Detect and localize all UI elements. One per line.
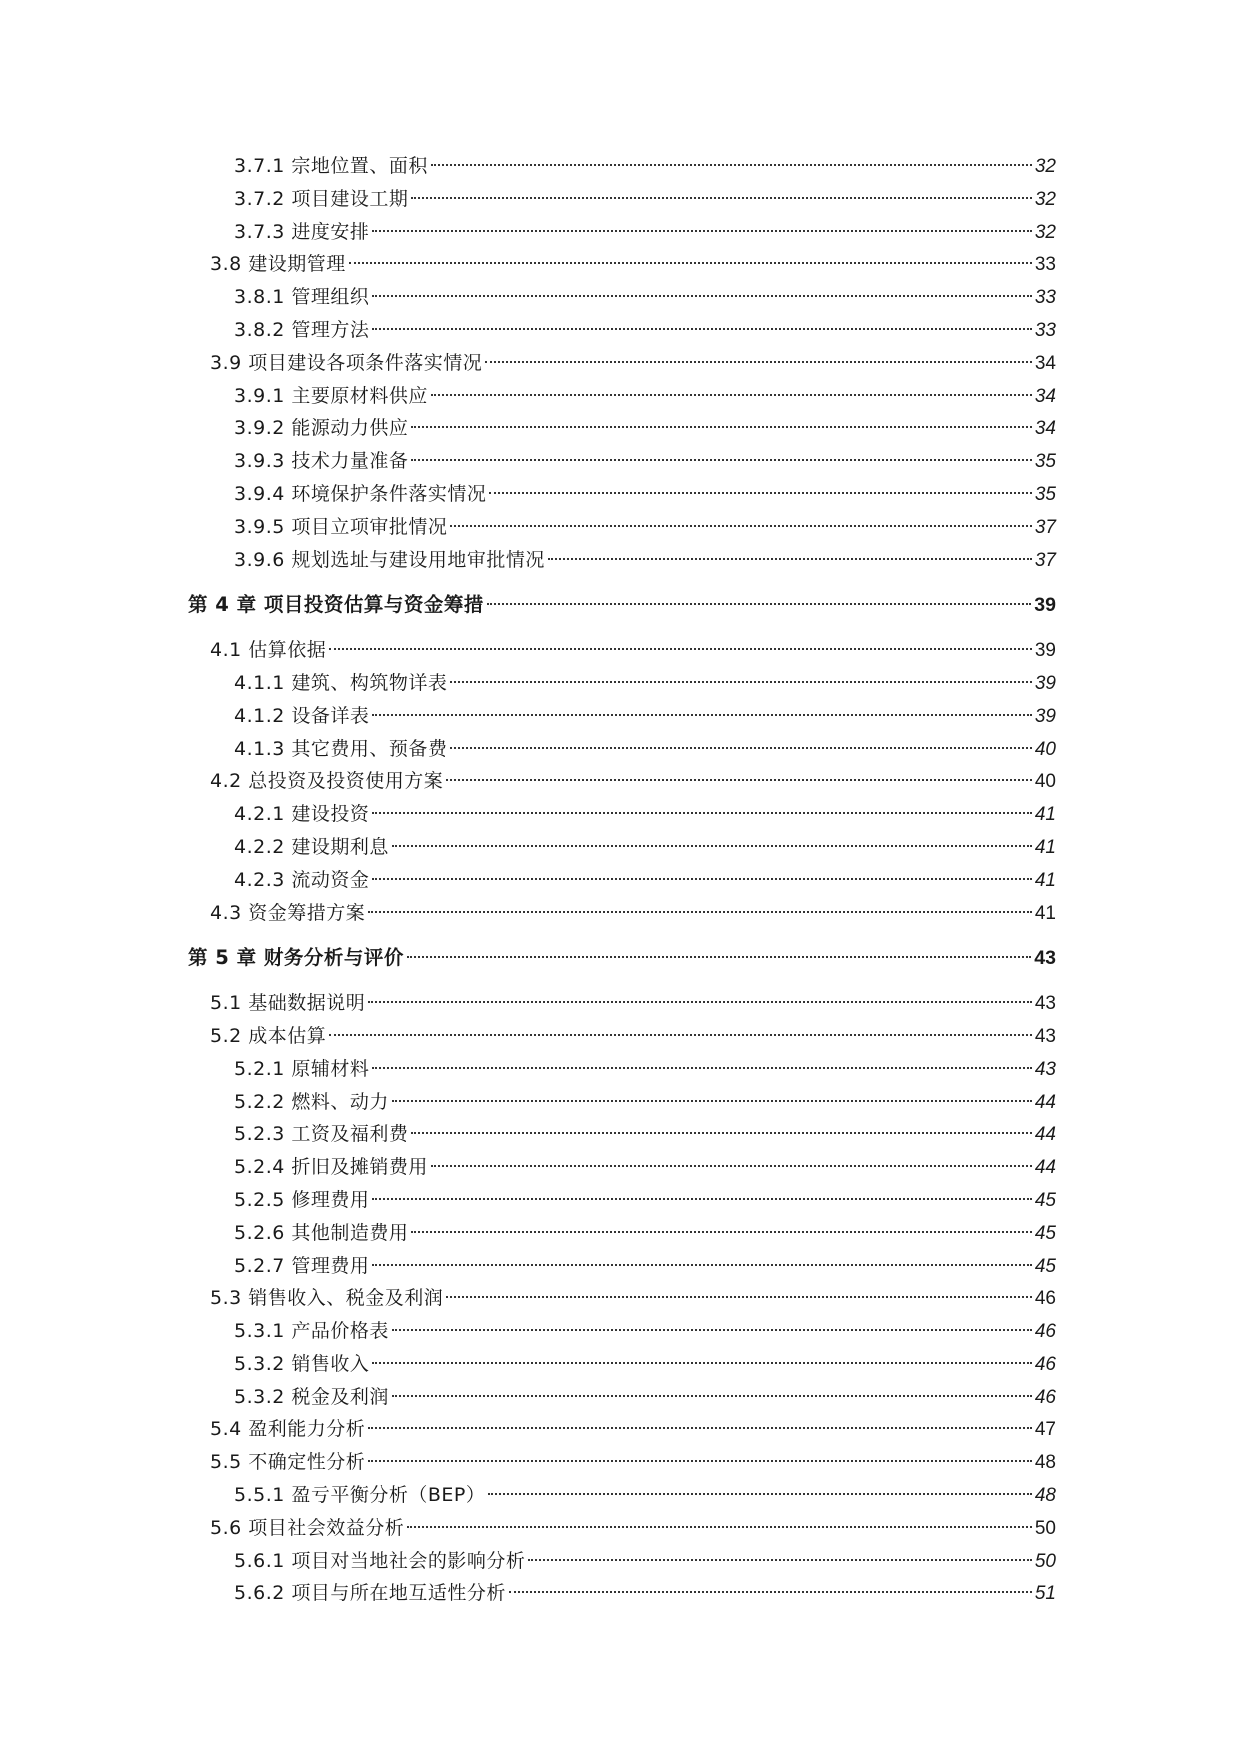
toc-entry-label: 5.2.4 折旧及摊销费用 bbox=[234, 1156, 428, 1179]
toc-entry-page-number: 46 bbox=[1034, 1386, 1056, 1408]
dot-leader bbox=[372, 230, 1031, 232]
toc-entry[interactable] bbox=[188, 765, 1056, 798]
dot-leader bbox=[372, 878, 1031, 880]
toc-entry-page-number: 47 bbox=[1034, 1419, 1056, 1441]
dot-leader bbox=[450, 681, 1031, 683]
toc-entry-page-number: 41 bbox=[1034, 804, 1056, 826]
toc-entry-page-number: 39 bbox=[1034, 705, 1056, 727]
dot-leader bbox=[372, 1264, 1031, 1266]
toc-entry-page-number: 37 bbox=[1034, 516, 1056, 538]
toc-entry-page-number: 50 bbox=[1034, 1517, 1056, 1539]
dot-leader bbox=[392, 1100, 1032, 1102]
toc-entry-label: 3.8 建设期管理 bbox=[210, 253, 346, 276]
dot-leader bbox=[372, 1067, 1031, 1069]
dot-leader bbox=[368, 1001, 1032, 1003]
dot-leader bbox=[431, 164, 1032, 166]
toc-entry-label: 4.2.3 流动资金 bbox=[234, 868, 370, 891]
toc-entry-page-number: 48 bbox=[1034, 1485, 1056, 1507]
toc-entry-page-number: 35 bbox=[1034, 483, 1056, 505]
dot-leader bbox=[372, 714, 1031, 716]
dot-leader bbox=[431, 394, 1032, 396]
toc-entry-label: 4.1 估算依据 bbox=[210, 639, 327, 662]
toc-entry[interactable] bbox=[188, 1217, 1056, 1250]
toc-entry[interactable] bbox=[188, 1250, 1056, 1283]
dot-leader bbox=[372, 295, 1031, 297]
toc-entry[interactable] bbox=[188, 380, 1056, 413]
dot-leader bbox=[489, 492, 1031, 494]
toc-entry-page-number: 35 bbox=[1034, 451, 1056, 473]
toc-entry-page-number: 44 bbox=[1034, 1124, 1056, 1146]
toc-entry-page-number: 48 bbox=[1034, 1452, 1056, 1474]
toc-entry[interactable] bbox=[188, 1020, 1056, 1053]
toc-entry-page-number: 43 bbox=[1034, 947, 1056, 970]
dot-leader bbox=[509, 1591, 1032, 1593]
toc-entry-label: 5.3.2 税金及利润 bbox=[234, 1385, 389, 1408]
toc-entry[interactable] bbox=[188, 1086, 1056, 1119]
dot-leader bbox=[372, 812, 1031, 814]
toc-entry-label: 3.8.2 管理方法 bbox=[234, 318, 370, 341]
dot-leader bbox=[407, 1526, 1032, 1528]
dot-leader bbox=[392, 1329, 1032, 1331]
toc-entry-page-number: 33 bbox=[1034, 254, 1056, 276]
toc-entry-label: 3.9.5 项目立项审批情况 bbox=[234, 515, 448, 538]
toc-entry-label: 3.9.6 规划选址与建设用地审批情况 bbox=[234, 548, 545, 571]
toc-entry-label: 4.1.3 其它费用、预备费 bbox=[234, 737, 448, 760]
dot-leader bbox=[329, 1034, 1032, 1036]
toc-entry-label: 5.3.2 销售收入 bbox=[234, 1352, 370, 1375]
dot-leader bbox=[485, 361, 1032, 363]
toc-entry-label: 3.9.3 技术力量准备 bbox=[234, 450, 409, 473]
toc-entry[interactable] bbox=[188, 987, 1056, 1020]
toc-entry-page-number: 44 bbox=[1034, 1091, 1056, 1113]
dot-leader bbox=[349, 262, 1032, 264]
toc-entry-label: 3.8.1 管理组织 bbox=[234, 286, 370, 309]
toc-entry-page-number: 51 bbox=[1034, 1583, 1056, 1605]
toc-entry-label: 3.9 项目建设各项条件落实情况 bbox=[210, 351, 483, 374]
toc-entry[interactable] bbox=[188, 864, 1056, 897]
table-of-contents bbox=[188, 150, 1056, 1610]
toc-entry[interactable] bbox=[188, 1446, 1056, 1479]
dot-leader bbox=[368, 911, 1032, 913]
toc-entry-label: 5.2.7 管理费用 bbox=[234, 1254, 370, 1277]
toc-chapter-entry[interactable] bbox=[188, 589, 1056, 622]
dot-leader bbox=[372, 1198, 1031, 1200]
toc-entry[interactable] bbox=[188, 183, 1056, 216]
toc-entry[interactable] bbox=[188, 511, 1056, 544]
toc-entry[interactable] bbox=[188, 412, 1056, 445]
dot-leader bbox=[411, 1231, 1031, 1233]
toc-entry-label: 3.7.3 进度安排 bbox=[234, 220, 370, 243]
toc-entry[interactable] bbox=[188, 281, 1056, 314]
toc-entry[interactable] bbox=[188, 1315, 1056, 1348]
toc-entry-page-number: 41 bbox=[1034, 836, 1056, 858]
dot-leader bbox=[488, 1493, 1031, 1495]
toc-entry-label: 5.2.3 工资及福利费 bbox=[234, 1123, 409, 1146]
toc-entry-label: 5.6 项目社会效益分析 bbox=[210, 1516, 405, 1539]
toc-entry-label: 5.1 基础数据说明 bbox=[210, 992, 366, 1015]
toc-entry-label: 4.2.1 建设投资 bbox=[234, 803, 370, 826]
toc-entry[interactable] bbox=[188, 831, 1056, 864]
toc-entry-label: 3.9.2 能源动力供应 bbox=[234, 417, 409, 440]
toc-entry-label: 5.2.6 其他制造费用 bbox=[234, 1221, 409, 1244]
toc-entry-label: 4.2.2 建设期利息 bbox=[234, 835, 389, 858]
toc-entry-label: 5.3.1 产品价格表 bbox=[234, 1320, 389, 1343]
toc-entry[interactable] bbox=[188, 700, 1056, 733]
dot-leader bbox=[372, 328, 1031, 330]
toc-entry-page-number: 45 bbox=[1034, 1222, 1056, 1244]
toc-entry[interactable] bbox=[188, 1282, 1056, 1315]
toc-entry-label: 5.5 不确定性分析 bbox=[210, 1451, 366, 1474]
toc-entry-page-number: 41 bbox=[1034, 869, 1056, 891]
toc-entry[interactable] bbox=[188, 314, 1056, 347]
toc-entry[interactable] bbox=[188, 216, 1056, 249]
dot-leader bbox=[372, 1362, 1031, 1364]
toc-entry-label: 3.7.1 宗地位置、面积 bbox=[234, 155, 428, 177]
toc-entry-label: 3.9.1 主要原材料供应 bbox=[234, 384, 428, 407]
dot-leader bbox=[368, 1460, 1032, 1462]
toc-entry-label: 5.3 销售收入、税金及利润 bbox=[210, 1287, 444, 1310]
toc-entry[interactable] bbox=[188, 445, 1056, 478]
toc-entry-page-number: 39 bbox=[1034, 672, 1056, 694]
toc-entry-label: 5.2.2 燃料、动力 bbox=[234, 1090, 389, 1113]
toc-entry[interactable] bbox=[188, 1545, 1056, 1578]
toc-entry-label: 4.3 资金筹措方案 bbox=[210, 901, 366, 924]
toc-entry[interactable] bbox=[188, 1413, 1056, 1446]
toc-entry-label: 4.1.2 设备详表 bbox=[234, 704, 370, 727]
dot-leader bbox=[431, 1165, 1032, 1167]
toc-entry-page-number: 43 bbox=[1034, 993, 1056, 1015]
dot-leader bbox=[407, 956, 1031, 958]
toc-entry-label: 5.2.5 修理费用 bbox=[234, 1188, 370, 1211]
toc-entry-page-number: 39 bbox=[1034, 640, 1056, 662]
toc-entry-page-number: 40 bbox=[1034, 771, 1056, 793]
toc-entry[interactable] bbox=[188, 1184, 1056, 1217]
toc-entry-label: 5.6.2 项目与所在地互适性分析 bbox=[234, 1582, 506, 1605]
dot-leader bbox=[450, 525, 1031, 527]
toc-entry[interactable] bbox=[188, 248, 1056, 281]
toc-entry-label: 5.2.1 原辅材料 bbox=[234, 1057, 370, 1080]
toc-entry[interactable] bbox=[188, 733, 1056, 766]
toc-entry-label: 5.2 成本估算 bbox=[210, 1024, 327, 1047]
toc-entry-page-number: 43 bbox=[1034, 1025, 1056, 1047]
toc-entry-page-number: 37 bbox=[1034, 549, 1056, 571]
dot-leader bbox=[411, 1132, 1031, 1134]
toc-entry[interactable] bbox=[188, 150, 1056, 183]
toc-entry-page-number: 46 bbox=[1034, 1353, 1056, 1375]
toc-entry-page-number: 32 bbox=[1034, 188, 1056, 210]
toc-entry-page-number: 44 bbox=[1034, 1157, 1056, 1179]
toc-entry[interactable] bbox=[188, 667, 1056, 700]
toc-entry-page-number: 33 bbox=[1034, 287, 1056, 309]
toc-entry-page-number: 34 bbox=[1034, 385, 1056, 407]
toc-entry[interactable] bbox=[188, 1479, 1056, 1512]
toc-entry[interactable] bbox=[188, 897, 1056, 930]
dot-leader bbox=[329, 648, 1032, 650]
toc-entry[interactable] bbox=[188, 544, 1056, 577]
toc-entry-label: 3.9.4 环境保护条件落实情况 bbox=[234, 482, 487, 505]
toc-entry[interactable] bbox=[188, 798, 1056, 831]
toc-entry-page-number: 43 bbox=[1034, 1058, 1056, 1080]
toc-entry[interactable] bbox=[188, 1348, 1056, 1381]
dot-leader bbox=[411, 197, 1031, 199]
toc-entry[interactable] bbox=[188, 1577, 1056, 1610]
dot-leader bbox=[392, 1395, 1032, 1397]
toc-entry-page-number: 39 bbox=[1034, 594, 1056, 617]
toc-entry-page-number: 46 bbox=[1034, 1321, 1056, 1343]
toc-entry-page-number: 34 bbox=[1034, 418, 1056, 440]
toc-entry-label: 5.4 盈利能力分析 bbox=[210, 1418, 366, 1441]
dot-leader bbox=[528, 1559, 1031, 1561]
dot-leader bbox=[487, 603, 1031, 605]
dot-leader bbox=[368, 1427, 1032, 1429]
dot-leader bbox=[411, 426, 1031, 428]
dot-leader bbox=[411, 459, 1031, 461]
toc-entry-label: 5.5.1 盈亏平衡分析（BEP） bbox=[234, 1484, 486, 1507]
dot-leader bbox=[446, 1296, 1032, 1298]
toc-entry-label: 5.6.1 项目对当地社会的影响分析 bbox=[234, 1549, 526, 1572]
toc-entry[interactable] bbox=[188, 1053, 1056, 1086]
toc-entry-page-number: 41 bbox=[1034, 902, 1056, 924]
toc-entry-label: 4.2 总投资及投资使用方案 bbox=[210, 770, 444, 793]
toc-entry[interactable] bbox=[188, 1512, 1056, 1545]
toc-entry[interactable] bbox=[188, 1381, 1056, 1414]
toc-entry[interactable] bbox=[188, 1151, 1056, 1184]
toc-entry-label: 4.1.1 建筑、构筑物详表 bbox=[234, 671, 448, 694]
toc-entry-page-number: 33 bbox=[1034, 319, 1056, 341]
dot-leader bbox=[392, 845, 1032, 847]
toc-entry-label: 第 5 章 财务分析与评价 bbox=[188, 946, 404, 970]
dot-leader bbox=[450, 747, 1031, 749]
dot-leader bbox=[548, 558, 1032, 560]
toc-entry-page-number: 40 bbox=[1034, 738, 1056, 760]
toc-entry[interactable] bbox=[188, 634, 1056, 667]
toc-entry-page-number: 46 bbox=[1034, 1288, 1056, 1310]
toc-entry-label: 第 4 章 项目投资估算与资金筹措 bbox=[188, 593, 484, 617]
toc-entry[interactable] bbox=[188, 1118, 1056, 1151]
toc-entry-label: 3.7.2 项目建设工期 bbox=[234, 187, 409, 210]
toc-entry-page-number: 32 bbox=[1034, 221, 1056, 243]
dot-leader bbox=[446, 779, 1032, 781]
toc-entry[interactable] bbox=[188, 478, 1056, 511]
toc-entry-page-number: 45 bbox=[1034, 1189, 1056, 1211]
toc-entry-page-number: 32 bbox=[1034, 156, 1056, 177]
toc-chapter-entry[interactable] bbox=[188, 942, 1056, 975]
toc-entry[interactable] bbox=[188, 347, 1056, 380]
toc-entry-page-number: 34 bbox=[1034, 352, 1056, 374]
toc-entry-page-number: 50 bbox=[1034, 1550, 1056, 1572]
toc-entry-page-number: 45 bbox=[1034, 1255, 1056, 1277]
